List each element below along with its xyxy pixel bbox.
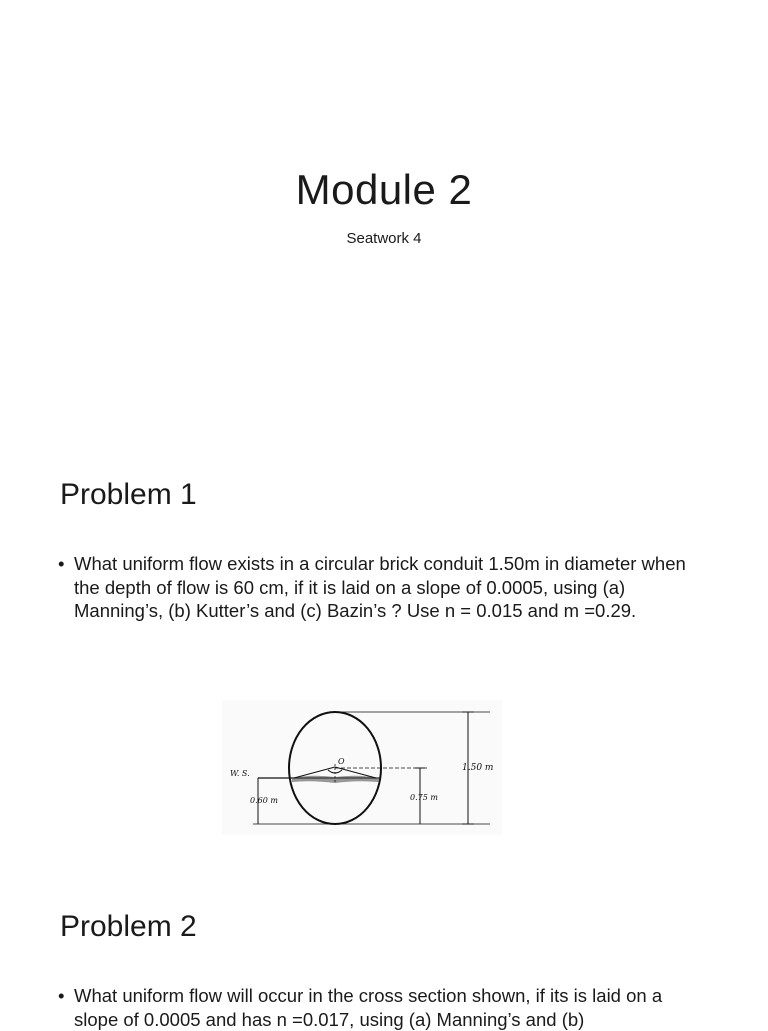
radius-label: 0.75 m — [410, 793, 438, 802]
problem-2-heading: Problem 2 — [60, 910, 197, 943]
diameter-label: 1.50 m — [462, 763, 494, 773]
problem-2-statement: • What uniform flow will occur in the cross section shown, if its is laid on a slope of 0.0005 and has n =0.017, using (a) Manning’s and (b) — [58, 984, 708, 1031]
title-slide — [0, 0, 768, 440]
module-title: Module 2 — [295, 166, 473, 213]
circular-conduit-figure — [222, 700, 502, 835]
center-label: O — [338, 757, 345, 766]
water-surface-label: W. S. — [230, 769, 250, 778]
problem-1-statement: • What uniform flow exists in a circular brick conduit 1.50m in diameter when the depth of flow is 60 cm, if it is laid on a slope of 0.0005, using (a) Manning’s, (b) Kutter’s and (c) Bazin’s ? Use n = 0.015 and m =0.29. — [58, 552, 708, 623]
depth-label: 0.60 m — [250, 796, 278, 805]
problem-1-heading: Problem 1 — [60, 478, 197, 511]
module-subtitle: Seatwork 4 — [346, 230, 422, 247]
